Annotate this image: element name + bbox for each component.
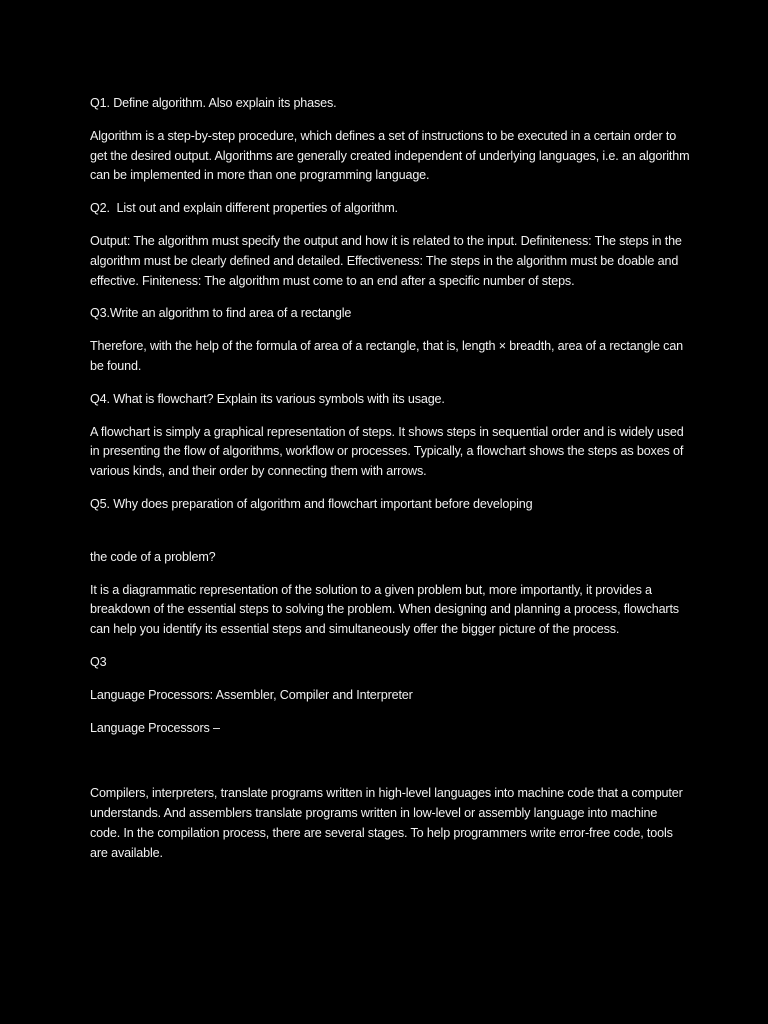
answer-2: Output: The algorithm must specify the output and how it is related to the input. Definiteness: The steps in the algorithm must be clearly defined and detailed. Effectiveness: The steps in the algorithm must be doable and effective. Finiteness: The algorithm must come to an end after a specific number of steps. <box>90 233 682 288</box>
question-4: Q4. What is flowchart? Explain its various symbols with its usage. <box>90 391 445 406</box>
question-1: Q1. Define algorithm. Also explain its phases. <box>90 96 337 110</box>
answer-1: Algorithm is a step-by-step procedure, which defines a set of instructions to be executed in a certain order to get the desired output. Algorithms are generally created independent of underlying languages, i.e. an algorithm can be implemented in more than one programming language. <box>90 128 690 183</box>
section-subheading-language-processors: Language Processors – <box>90 720 220 735</box>
section-heading-q3: Q3 <box>90 654 107 669</box>
question-5-part-1: Q5. Why does preparation of algorithm and flowchart important before developing <box>90 496 533 511</box>
question-2: Q2. List out and explain different properties of algorithm. <box>90 201 398 216</box>
question-3: Q3.Write an algorithm to find area of a rectangle <box>90 306 352 321</box>
answer-6: Compilers, interpreters, translate programs written in high-level languages into machine code that a computer understands. And assemblers translate programs written in low-level or assembly language into machine code. In the compilation process, there are several stages. To help programmers write error-free code, tools are available. <box>90 786 683 860</box>
answer-5: It is a diagrammatic representation of the solution to a given problem but, more importantly, it provides a breakdown of the essential steps to solving the problem. When designing and planning a process, flowcharts can help you identify its essential steps and simultaneously offer the bigger picture of the process. <box>90 582 679 637</box>
section-heading-language-processors: Language Processors: Assembler, Compiler and Interpreter <box>90 687 413 702</box>
answer-4: A flowchart is simply a graphical representation of steps. It shows steps in sequential order and is widely used in presenting the flow of algorithms, workflow or processes. Typically, a flowchart shows the steps as boxes of various kinds, and their order by connecting them with arrows. <box>90 424 684 479</box>
answer-3: Therefore, with the help of the formula of area of a rectangle, that is, length × breadth, area of a rectangle can be found. <box>90 339 684 373</box>
document-page <box>90 94 690 864</box>
question-5-part-2: the code of a problem? <box>90 549 216 564</box>
